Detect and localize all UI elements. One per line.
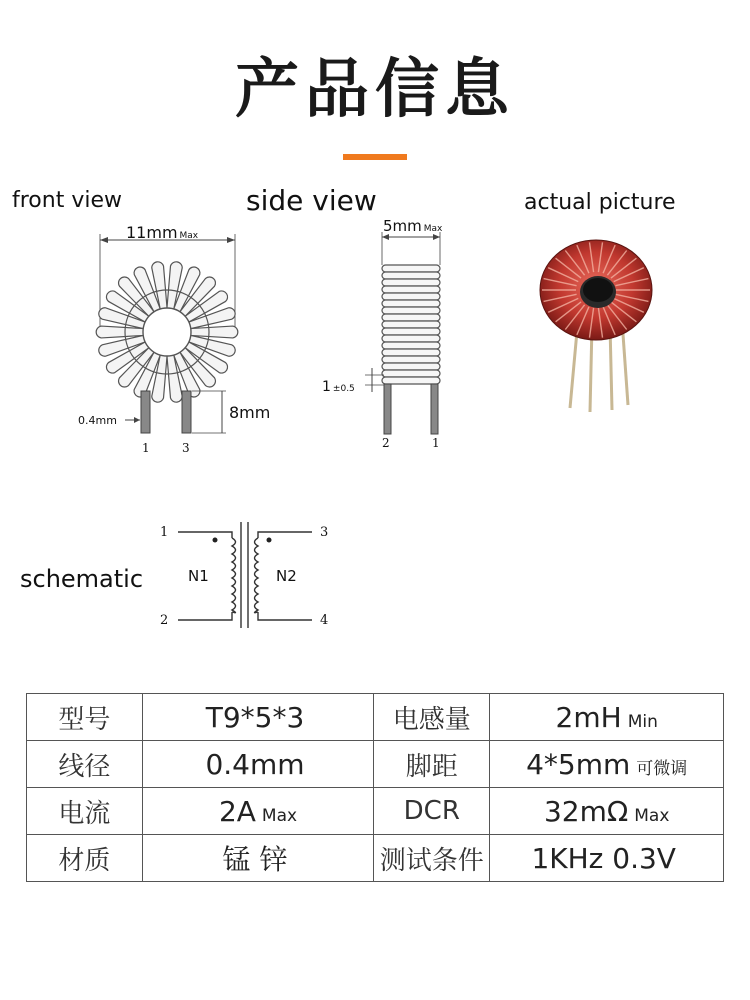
spec-suffix: 可微调 [636,758,688,779]
spec-key-text: 脚距 [405,751,458,782]
side-coil-turn [382,335,440,342]
spec-value [142,741,373,788]
side-width-text: 5mm Max [383,217,443,235]
spec-value-text: 2mH [555,700,622,734]
winding-turn [191,326,238,338]
spec-row [27,694,724,741]
pin-diameter-text: 0.4mm [78,414,117,427]
side-pin-2-label: 2 [382,436,390,450]
side-coil-turn [382,342,440,349]
spec-value-text: 2A [218,794,256,828]
side-coil-turn [382,272,440,279]
spec-key [374,835,490,882]
spec-value-text: 0.4mm [205,747,305,781]
spec-value [490,694,724,741]
schematic-n1: N1 [188,567,209,585]
spec-key-text: 电感量 [392,704,471,735]
front-width-text: 11mm Max [126,223,199,242]
spec-row [27,835,724,882]
side-gap-text: 1 ±0.5 [322,379,355,395]
spec-value-text: T9*5*3 [205,700,305,734]
side-coil-turn [382,370,440,377]
spec-key [27,788,143,835]
spec-suffix: Min [627,711,658,732]
spec-key-text: DCR [403,796,460,826]
spec-table [26,693,724,882]
spec-key-text: 型号 [58,704,111,735]
spec-value [142,835,373,882]
spec-value-text: 4*5mm [526,747,631,781]
actual-picture-illustration [540,240,652,412]
side-coil-turn [382,293,440,300]
side-coil-turn [382,328,440,335]
page-title: 产品信息 [235,53,515,127]
spec-suffix: Max [634,805,670,826]
side-coil-turn [382,321,440,328]
spec-key-text: 材质 [58,845,111,876]
schematic-pin-4: 4 [320,613,329,628]
schematic-n2: N2 [276,567,297,585]
spec-row [27,741,724,788]
front-pin-1-label: 1 [142,441,150,455]
side-view-label: side view [246,184,377,217]
spec-value [490,741,724,788]
spec-key-text: 电流 [58,798,111,829]
winding-turn [96,326,143,338]
spec-key-text: 线径 [58,751,111,782]
spec-key [374,741,490,788]
spec-value [490,835,724,882]
spec-key [374,694,490,741]
actual-picture-label: actual picture [524,190,676,215]
side-coil-turn [382,349,440,356]
spec-key [27,694,143,741]
side-coil-turn [382,286,440,293]
side-coil-turn [382,279,440,286]
front-view-drawing [78,223,270,455]
spec-value [490,788,724,835]
side-view-drawing [322,217,443,450]
spec-value-text: 锰 锌 [222,843,288,876]
side-coil-turn [382,314,440,321]
spec-key [374,788,490,835]
spec-key [27,741,143,788]
front-view-label: front view [12,188,122,213]
pin-length-text: 8mm [229,403,271,422]
spec-value [142,788,373,835]
front-pin-3-label: 3 [182,441,190,455]
side-coil-turn [382,356,440,363]
side-coil-turn [382,307,440,314]
spec-suffix: Max [261,805,298,826]
spec-row [27,788,724,835]
schematic-label: schematic [20,565,144,593]
spec-key [27,835,143,882]
side-coil-turn [382,300,440,307]
schematic-pin-3: 3 [320,525,329,540]
spec-value [142,694,373,741]
schematic-pin-1: 1 [160,525,169,540]
spec-key-text: 测试条件 [379,845,484,876]
spec-value-text: 32mΩ [543,794,629,828]
schematic-pin-2: 2 [160,613,169,628]
side-coil-turn [382,363,440,370]
spec-value-text: 1KHz 0.3V [531,841,676,875]
side-coil-turn [382,377,440,384]
side-pin-1-label: 1 [432,436,440,450]
side-coil-turn [382,265,440,272]
